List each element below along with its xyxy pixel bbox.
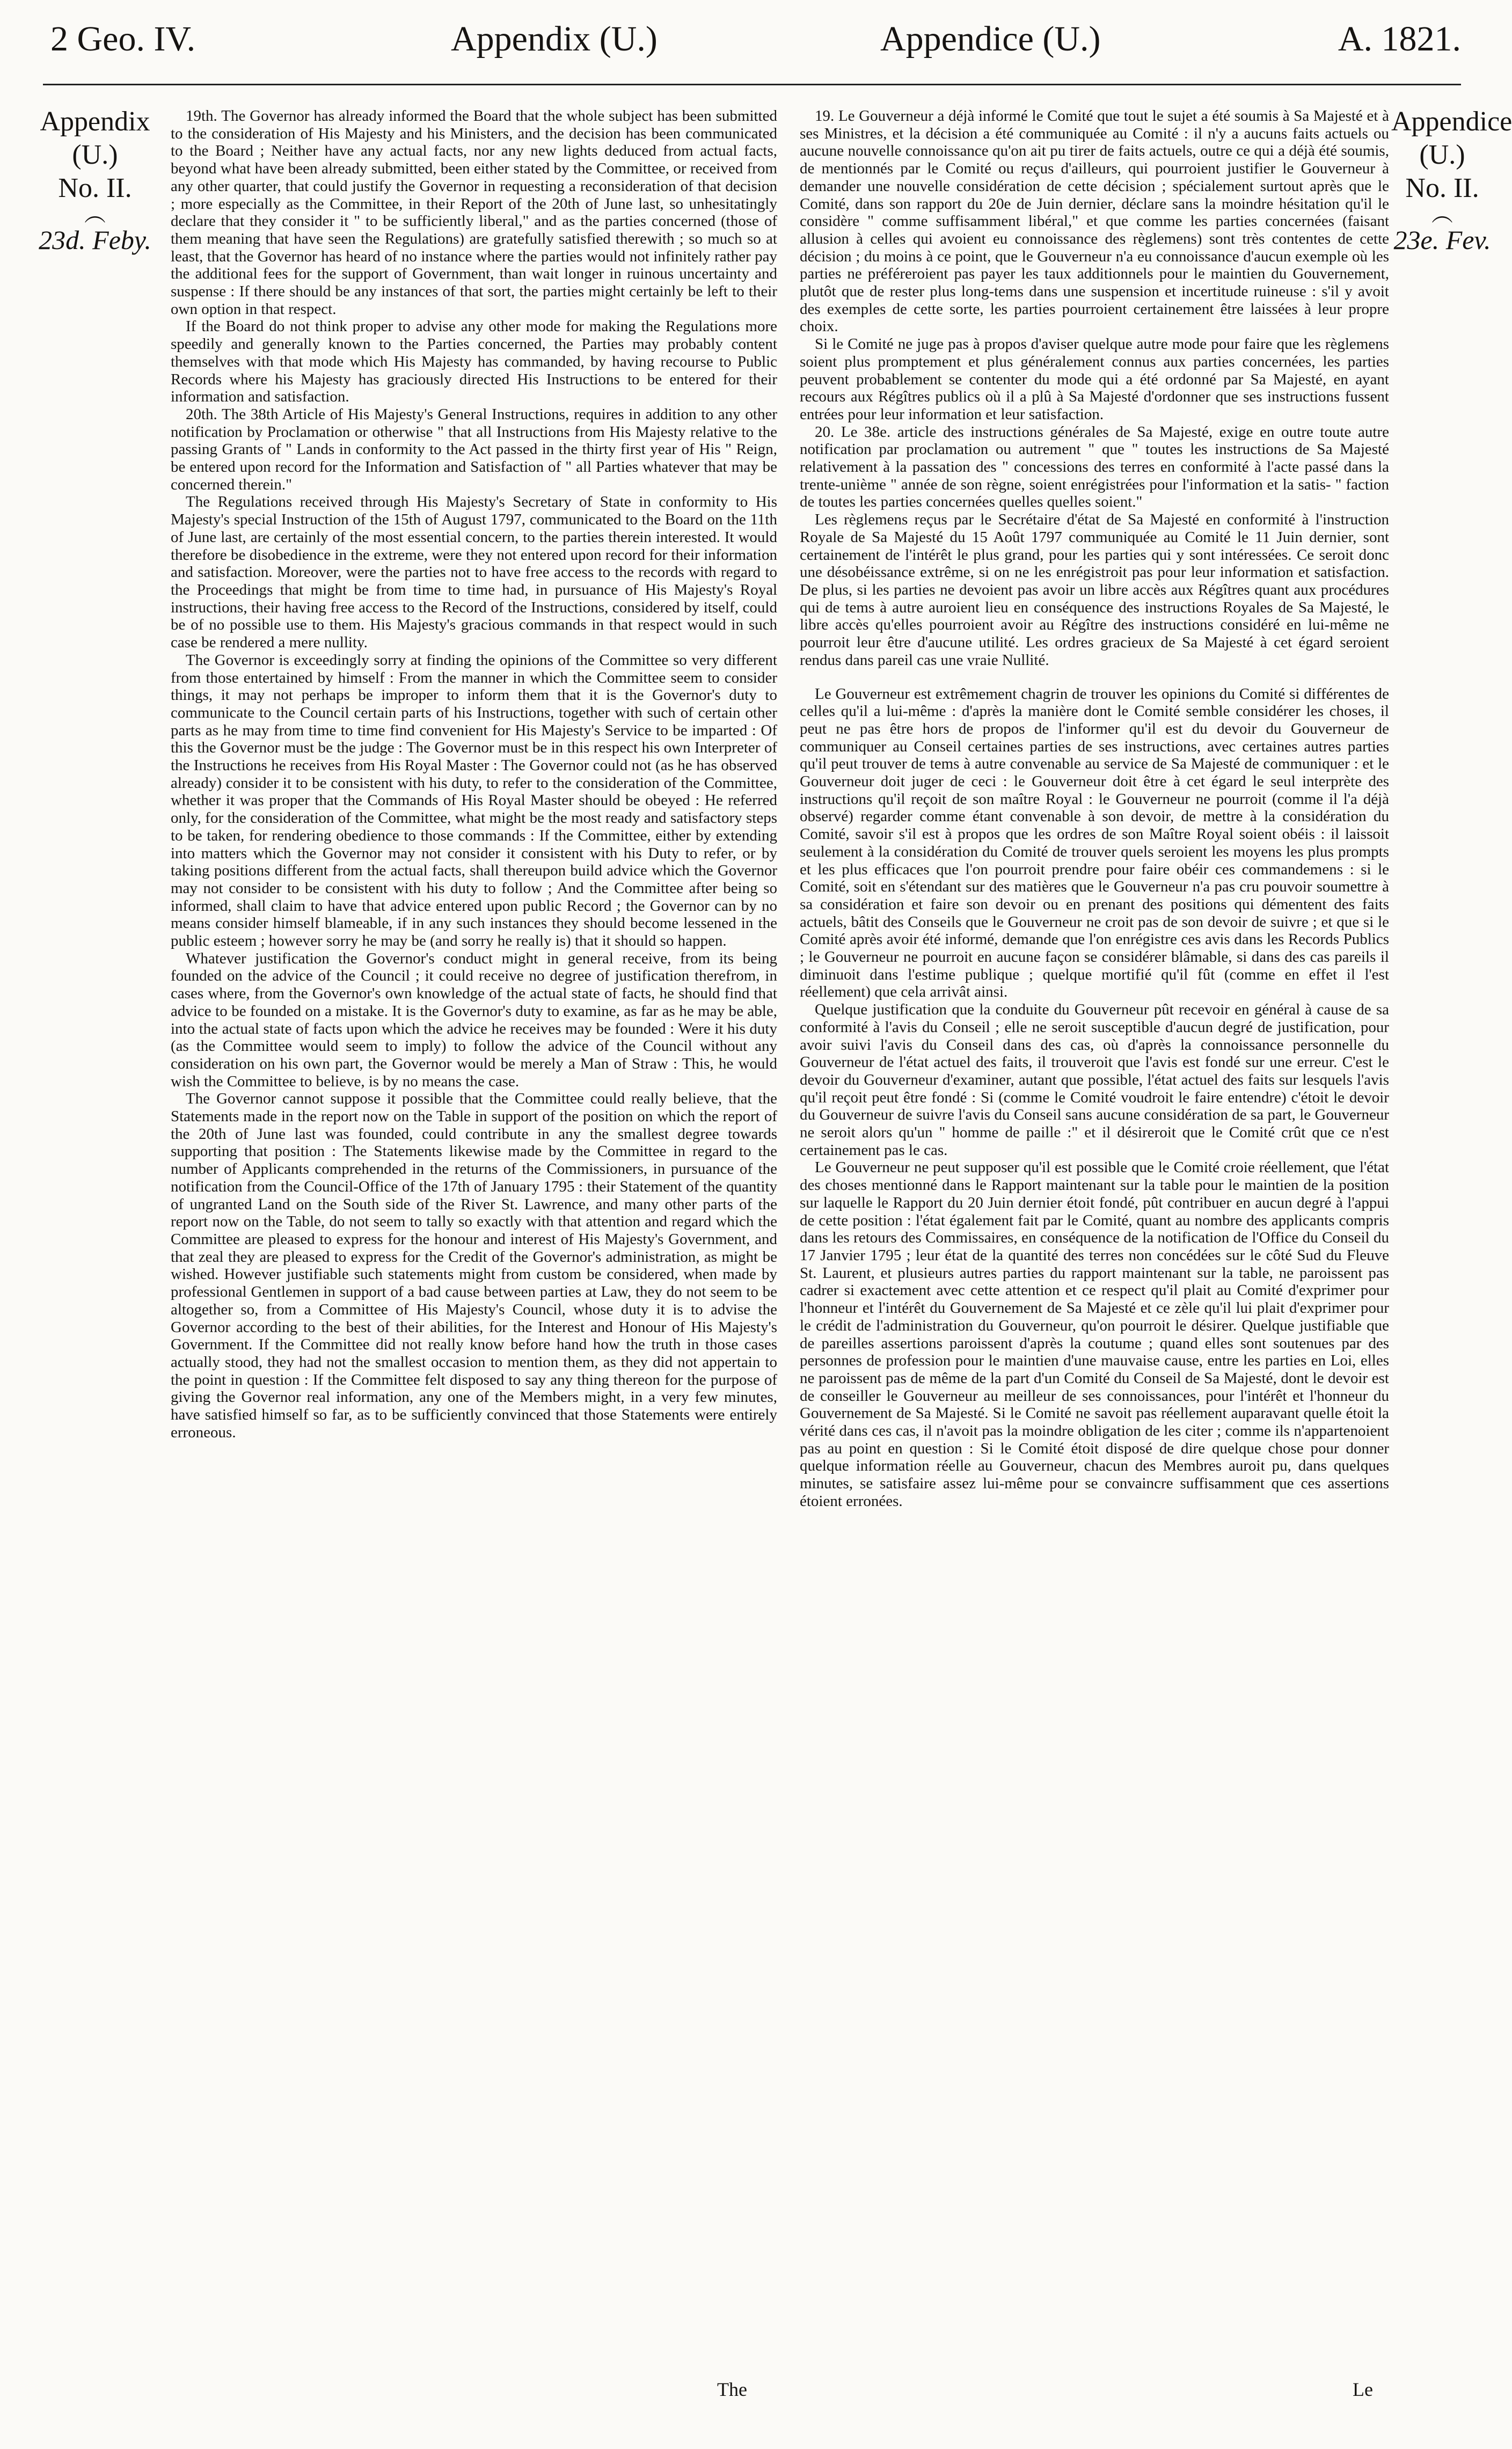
session-title: 2 Geo. IV. (50, 19, 196, 59)
appendix-french-title: Appendice (U.) (880, 19, 1101, 59)
year-title: A. 1821. (1338, 19, 1461, 59)
paragraph-fr-etats: Le Gouverneur ne peut supposer qu'il est possible que le Comité croie réellement, que l'état des choses mentionné dans le Rapport maintenant sur la table pour le maintien de la position sur laquelle le Rapport du 20 Juin dernier étoit fondé, pût contribuer en aucun degré à l'appui de cette position : l'état également fait par le Comité, quant au nombre des applicants compris dans les retours des Commissaires, en conséquence de la notification de l'Office du Conseil du 17 Janvier 1795 ; leur état de la quantité des terres non concédées sur le côté Sud du Fleuve St. Laurent, et plusieurs autres parties du rapport maintenant sur la table, ne paroissent pas cadrer si exactement avec cette attention et ce respect qu'il plait au Comité d'exprimer pour l'honneur et l'intérêt du Gouvernement de Sa Majesté et ce zèle qu'il lui plait d'exprimer pour le crédit de l'administration du Gouverneur, qu'on pourroit le désirer. Quelque justifiable que de pareilles assertions paroissent d'après la coutume ; quand elles sont soutenues par des personnes de profession pour le maintien d'une mauvaise cause, entre les parties en Loi, elles ne paroissent pas de même de la part d'un Comité du Conseil de Sa Majesté, dont le devoir est de conseiller le Gouverneur au meilleur de ses connoissances, pour l'intérêt et l'honneur du Gouvernement de Sa Majesté. Si le Comité ne savoit pas réellement auparavant quelle étoit la vérité dans ces cas, il n'avoit pas la moindre obligation de les citer ; comme ils n'appartenoient pas au point en question : Si le Comité étoit disposé de dire quelque chose pour donner quelque information réelle au Gouverneur, chacun des Membres auroit pu, dans quelques minutes, se satisfaire assez lui-même pour se convaincre suffisamment que ces assertions étoient erronées. (800, 1159, 1389, 1510)
paragraph-en-19: 19th. The Governor has already informed the Board that the whole subject has been submitted to the consideration of His Majesty and his Ministers, and the decision has been communicated to the Board ; Neither have any actual facts, nor any new lights deduced from actual facts, beyond what have been already submitted, been either stated by the Committee, or received from any other quarter, that could justify the Governor in requesting a reconsideration of that decision ; more especially as the Committee, in their Report of the 20th of June last, so unhesitatingly declare that they consider it " to be sufficiently liberal," and as the parties concerned (those of them meaning that have seen the Regulations) are gratefully satisfied therewith ; so much so at least, that the Governor has heard of no instance where the parties would not infinitely rather pay the additional fees for the support of Government, than wait longer in ruinous uncertainty and suspense : If there should be any instances of that sort, the parties might certainly be left to their own option in that respect. (171, 107, 777, 318)
margin-note-right (1391, 105, 1512, 257)
margin-number: No. II. (1405, 173, 1479, 203)
paragraph-fr-comite: Si le Comité ne juge pas à propos d'aviser quelque autre mode pour faire que les règlemens soient plus promptement et plus généralement connus aux parties concernées, les parties peuvent probablement se contenter du mode qui a été ordonné par Sa Majesté, en ayant recours aux Régîtres publics où il a plû à Sa Majesté d'ordonner que ses instructions fussent entrées pour leur information et leur satisfaction. (800, 335, 1389, 423)
paragraph-fr-19: 19. Le Gouverneur a déjà informé le Comité que tout le sujet a été soumis à Sa Majesté et à ses Ministres, et la décision a été communiquée au Comité : il n'y a aucuns faits actuels ou aucune nouvelle connoissance qu'on ait pu tirer de faits actuels, outre ce qui a déjà été soumis, de mentionnés par le Comité ou reçus d'ailleurs, qui pourroient justifier le Gouverneur à demander une nouvelle considération de cette décision ; spécialement surtout après que le Comité, dans son rapport du 20e de Juin dernier, déclare sans la moindre hésitation qu'il le considère " comme suffisamment libéral," et que comme les parties concernées (faisant allusion à celles qui avoient eu connoissance des règlemens) sont très contentes de cette décision ; du moins à ce point, que le Gouverneur n'a eu connoissance d'aucun exemple où les parties ne préféreroient pas payer les taux additionnels pour le maintien du Gouvernement, plutôt que de rester plus long-tems dans une suspension et incertitude ruineuse : s'il y avoit des exemples de cette sorte, les parties pourroient certainement être laissées à leur propre choix. (800, 107, 1389, 335)
paragraph-fr-reglemens: Les règlemens reçus par le Secrétaire d'état de Sa Majesté en conformité à l'instruction Royale de Sa Majesté du 15 Août 1797 communiquée au Comité le 11 Juin dernier, sont certainement de l'intérêt le plus grand, pour les parties qui y sont intéressées. Ce seroit donc une désobéissance extrême, si on ne les enrégistroit pas pour leur information et satisfaction. De plus, si les parties ne devoient pas avoir un libre accès aux Régîtres quant aux procédures qui de tems à autre auroient lieu en conséquence des instructions Royales de Sa Majesté, le libre accès qu'elles pourroient avoir au Régître des instructions considéré en lui-même ne pourroit leur être d'aucune utilité. Les ordres gracieux de Sa Majesté à cet égard seroient rendus dans pareil cas une vraie Nullité. (800, 511, 1389, 669)
paragraph-fr-justification: Quelque justification que la conduite du Gouverneur pût recevoir en général à cause de sa conformité à l'avis du Conseil ; elle ne seroit susceptible d'aucun degré de justification, pour avoir suivi l'avis du Conseil dans des cas, où d'après la connoissance personnelle du Gouverneur de l'état actuel des faits, il trouveroit que l'avis est fondé sur une erreur. C'est le devoir du Gouverneur d'examiner, autant que possible, l'état actuel des faits sur lesquels l'avis qu'il reçoit peut être fondé : Si (comme le Comité voudroit le faire entendre) c'étoit le devoir du Gouverneur de suivre l'avis du Conseil sans aucune considération de sa part, le Gouverneur ne seroit alors qu'un " homme de paille :" et il désireroit que le Comité crût que ce n'est certainement pas le cas. (800, 1001, 1389, 1159)
paragraph-fr-20: 20. Le 38e. article des instructions générales de Sa Majesté, exige en outre toute autre notification par proclamation ou autrement " que " toutes les instructions de Sa Majesté relativement à la passation des " concessions des terres en conformité à l'acte passé dans la trente-unième " année de son règne, soient enrégistrées pour l'information et la satis- " faction de toutes les parties concernées quelles quelles soient." (800, 423, 1389, 511)
catchword-english: The (717, 2379, 747, 2400)
margin-note-left (28, 105, 162, 257)
margin-letter: (U.) (1419, 140, 1465, 170)
paragraph-en-justification: Whatever justification the Governor's conduct might in general receive, from its being founded on the advice of the Council ; it could receive no degree of justification therefrom, in cases where, from the Governor's own knowledge of the actual state of facts, he should find that advice to be founded on a mistake. It is the Governor's duty to examine, as far as he may be able, into the actual state of facts upon which the advice he receives may be founded : Were it his duty (as the Committee would seem to imply) to follow the advice of the Council without any consideration on his own part, the Governor would be merely a Man of Straw : This, he would wish the Committee to believe, is by no means the case. (171, 949, 777, 1090)
appendix-english-title: Appendix (U.) (451, 19, 658, 59)
header-rule (43, 84, 1461, 85)
margin-letter: (U.) (72, 140, 118, 170)
page-header (43, 10, 1461, 69)
margin-date: 23d. Feby. (39, 225, 151, 255)
margin-label: Appendix (40, 106, 150, 137)
paragraph-en-opinions: The Governor is exceedingly sorry at finding the opinions of the Committee so very different from those entertained by himself : From the manner in which the Committee seem to consider things, it may not perhaps be improper to inform them that it is the Governor's duty to communicate to the Council certain parts of his Instructions, together with such of certain other parts as he may from time to time find convenient for His Majesty's Service to be imparted : Of this the Governor must be the judge : The Governor must be in this respect his own Interpreter of the Instructions he receives from His Royal Master : The Governor could not (as he has observed already) consider it to be consistent with his duty, to refer to the consideration of the Committee, whether it was proper that the Commands of His Royal Master should be obeyed : He referred only, for the consideration of the Committee, what might be the most ready and satisfactory steps to be taken, for rendering obedience to those commands : If the Committee, either by extending into matters which the Governor may not consider it consistent with his Duty to refer, or by taking positions different from the actual facts, shall thereupon build advice which the Governor may not consider to be consistent with his duty to follow ; And the Committee after being so informed, shall claim to have that advice entered upon public Record ; the Governor can by no means consider himself blameable, if in any such instances they should become lessened in the public esteem ; however sorry he may be (and sorry he really is) that it should so happen. (171, 651, 777, 950)
paragraph-fr-opinions: Le Gouverneur est extrêmement chagrin de trouver les opinions du Comité si différentes de celles qu'il a lui-même : d'après la manière dont le Comité semble considérer les choses, il peut ne pas être hors de propos de l'informer qu'il est du devoir du Gouverneur de communiquer au Conseil certaines parties de ses instructions, avec certaines autres parties qu'il peut trouver de tems à autre convenable au service de Sa Majesté de communiquer : et le Gouverneur doit juger de ceci : le Gouverneur doit être à cet égard le seul interprète des instructions qu'il reçoit de son maître Royal : le Gouverneur ne pourroit (comme il l'a déjà observé) regarder comme étant convenable à son devoir, de mettre à la considération du Comité, savoir s'il est à propos que les ordres de son Maître Royal soient obéis : il laissoit seulement à la considération du Comité de trouver quels seroient les moyens les plus prompts et les plus efficaces que l'on pourroit prendre pour faire obéir ces commandemens : si le Comité, soit en s'étendant sur des matières que le Gouverneur n'a pas cru pouvoir soumettre à sa considération et faire son devoir ou en prenant des positions qui démentent des faits actuels, bâtit des Conseils que le Gouverneur ne croit pas de son devoir de suivre ; et que si le Comité après avoir été informé, demande que l'on enrégistre ces avis dans les Records Publics ; le Gouverneur ne pourroit en aucune façon se considérer blâmable, si dans des cas pareils il diminuoit dans l'estime publique ; quelque mortifié qu'il fût (comme en effet il l'est réellement) que cela arrivât ainsi. (800, 685, 1389, 1001)
french-column (800, 107, 1389, 2340)
english-column (171, 107, 777, 2340)
catchword-french: Le (1353, 2379, 1373, 2400)
margin-bracket-icon: ︵ (84, 202, 106, 226)
paragraph-en-20: 20th. The 38th Article of His Majesty's General Instructions, requires in addition to any other notification by Proclamation or otherwise " that all Instructions from His Majesty relative to the passing Grants of " Lands in conformity to the Act passed in the thirty first year of His " Reign, be entered upon record for the Information and Satisfaction of " all Parties whatever that may be concerned therein." (171, 405, 777, 493)
margin-number: No. II. (58, 173, 132, 203)
paragraph-en-board: If the Board do not think proper to advise any other mode for making the Regulations more speedily and generally known to the Parties concerned, the Parties may probably content themselves with that mode which His Majesty has commanded, by having recourse to Public Records where his Majesty has graciously directed His Instructions to be entered for their information and satisfaction. (171, 318, 777, 406)
paragraph-en-statements: The Governor cannot suppose it possible that the Committee could really believe, that the Statements made in the report now on the Table in support of the position on which the report of the 20th of June last was founded, could contribute in any the smallest degree towards supporting that position : The Statements likewise made by the Committee in regard to the number of Applicants comprehended in the returns of the Commissioners, in pursuance of the notification from the Council-Office of the 17th of January 1795 : their Statement of the quantity of ungranted Land on the South side of the River St. Lawrence, and many other parts of the report now on the Table, do not seem to tally so exactly with that attention and regard which the Committee are pleased to express for the honour and interest of His Majesty's Government, and that zeal they are pleased to express for the Credit of the Governor's administration, as might be wished. However justifiable such statements might from custom be considered, when made by professional Gentlemen in support of a bad cause between parties at Law, they do not seem to be altogether so, from a Committee of His Majesty's Council, whose duty it is to advise the Governor according to the best of their abilities, for the Interest and Honour of His Majesty's Government. If the Committee did not really know before hand how the truth in those cases actually stood, they had not the smallest occasion to mention them, as they did not appertain to the point in question : If the Committee felt disposed to say any thing thereon for the purpose of giving the Governor real information, any one of the Members might, in a very few minutes, have satisfied himself so far, as to be sufficiently convinced that those Statements were entirely erroneous. (171, 1090, 777, 1441)
margin-date: 23e. Fev. (1393, 225, 1491, 255)
margin-label: Appendice (1391, 106, 1512, 137)
margin-bracket-icon: ︵ (1431, 202, 1453, 226)
paragraph-en-regulations: The Regulations received through His Majesty's Secretary of State in conformity to His Majesty's special Instruction of the 15th of August 1797, communicated to the Board on the 11th of June last, are certainly of the most essential concern, to the parties therein interested. It would therefore be disobedience in the extreme, were they not entered upon record for their information and satisfaction. Moreover, were the parties not to have free access to the records with regard to the Proceedings that might be from time to time had, in pursuance of His Majesty's Royal instructions, their having free access to the Record of the Instructions, considered by itself, could be of no possible use to them. His Majesty's gracious commands in that respect would in such case be rendered a mere nullity. (171, 493, 777, 652)
